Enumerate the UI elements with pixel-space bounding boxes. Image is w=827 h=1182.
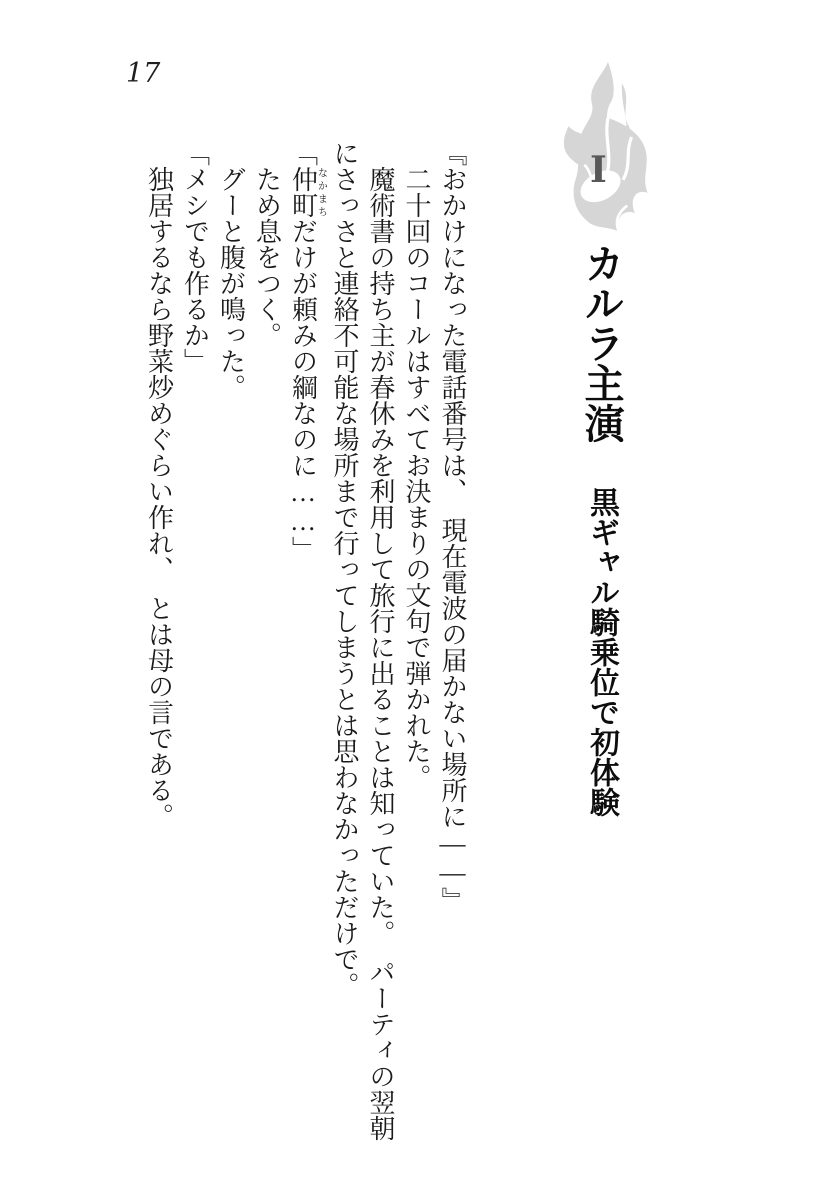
body-line: グーと腹が鳴った。 — [216, 166, 246, 400]
body-line: ため息をつく。 — [252, 166, 282, 348]
body-line: 二十回のコールはすべてお決まりの文句で弾かれた。 — [402, 166, 431, 790]
body-line: 独居するなら野菜炒めぐらい作れ、 とは母の言である。 — [144, 166, 174, 829]
furigana-nakamachi — [288, 166, 327, 218]
chapter-title-main: カルラ主演 — [578, 243, 624, 443]
dialogue-rest: だけが頼みの綱なのに……」 — [288, 218, 318, 562]
ruby-base: 仲町 — [288, 166, 318, 218]
page-number: 17 — [126, 58, 161, 89]
body-line-dialogue: 「メシでも作るか」 — [180, 140, 210, 374]
body-line: にさっさと連絡不可能な場所まで行ってしまうとは思わなかっただけで。 — [330, 140, 359, 998]
body-line-phone-quote: 『おかけになった電話番号は、 現在電波の届かない場所に――』 — [438, 140, 467, 913]
body-text — [141, 140, 471, 1180]
flame-ornament-icon — [554, 62, 662, 242]
chapter-title — [578, 243, 624, 817]
ruby-text: なかまち — [315, 166, 327, 218]
body-line: 魔術書の持ち主が春休みを利用して旅行に出ることは知っていた。 パーティの翌朝 — [366, 166, 395, 1141]
body-line-dialogue — [285, 140, 327, 1180]
chapter-numeral: I — [590, 149, 607, 191]
chapter-title-sub: 黒ギャル騎乗位で初体験 — [584, 487, 619, 817]
dialogue-open: 「 — [288, 140, 318, 166]
